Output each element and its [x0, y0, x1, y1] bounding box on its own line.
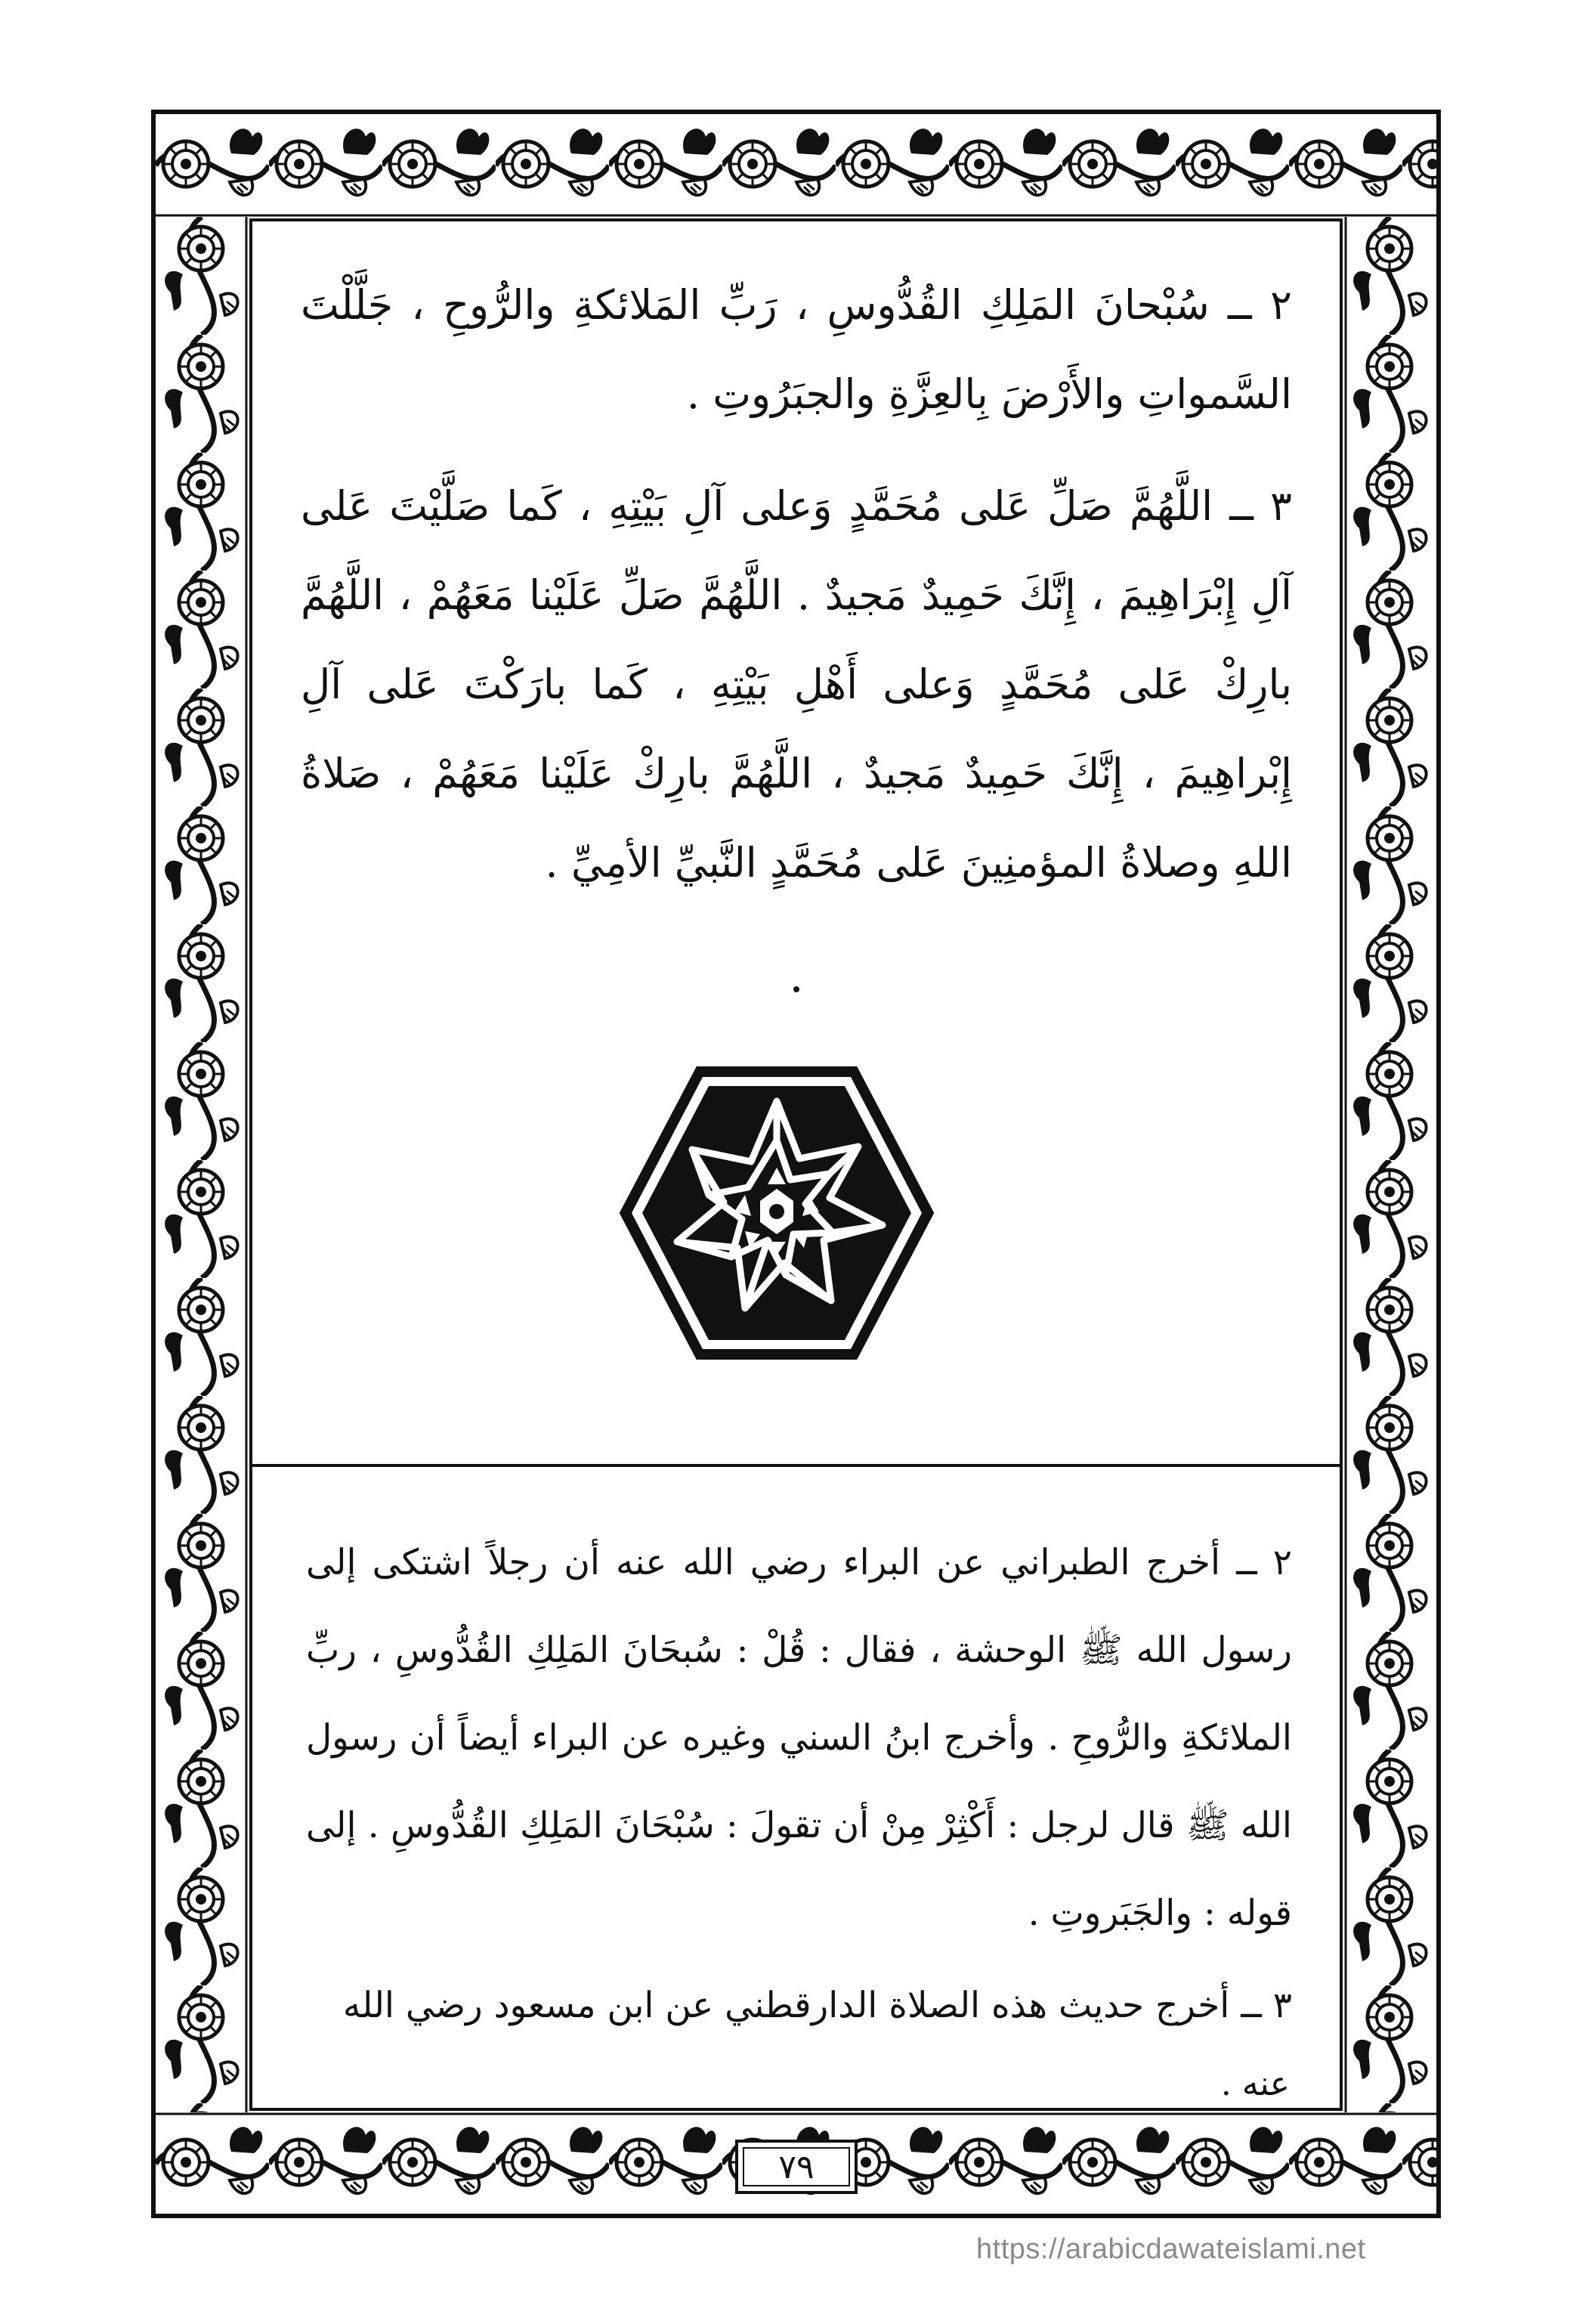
prayer-paragraph-2: ٢ ــ سُبْحانَ المَلِكِ القُدُّوسِ ، رَبِّ المَلائكةِ والرُّوحِ ، جَلَّلْتَ السَّمواتِ والأَرْضَ بِالعِزَّةِ والجبَرُوتِ . [301, 281, 1292, 418]
footnote-3-tail: عنه . [1220, 2065, 1290, 2103]
footnote-2: ٢ ــ أخرج الطبراني عن البراء رضي الله عنه أن رجلاً اشتكى إلى رسول الله ﷺ الوحشة ، فقال : قُلْ : سُبحَانَ المَلِكِ القُدُّوسِ ، ربِّ الملائكةِ والرُّوحِ . وأخرج ابنُ السني وغيره عن البراء أيضاً أن رسول الله ﷺ قال لرجل : أَكْثِرْ مِنْ أن تقولَ : سُبْحَانَ المَلِكِ القُدُّوسِ . إلى قوله : والجَبَروتِ . [306, 1542, 1292, 1934]
prayer-paragraph-3: ٣ ــ اللَّهُمَّ صَلِّ عَلى مُحَمَّدٍ وَعلى آلِ بَيْتِهِ ، كَما صَلَّيْتَ عَلى آلِ إِبْرَاهِيمَ ، إِنَّكَ حَمِيدٌ مَجيدٌ . اللَّهُمَّ صَلِّ عَلَيْنا مَعَهُمْ ، اللَّهُمَّ بارِكْ عَلى مُحَمَّدٍ وَعلى أَهْلِ بَيْتِهِ ، كَما بارَكْتَ عَلى آلِ إِبْراهِيمَ ، إِنَّكَ حَمِيدٌ مَجيدٌ ، اللَّهُمَّ بارِكْ عَلَيْنا مَعَهُمْ ، صَلاةُ اللهِ وصلاةُ المؤمنِينَ عَلى مُحَمَّدٍ النَّبيِّ الأمِيِّ . [301, 482, 1292, 887]
footnote-divider [252, 1464, 1340, 1467]
site-watermark: https://arabicdawateislami.net [976, 2233, 1366, 2265]
page-number [735, 2140, 858, 2194]
floral-border-top-icon [156, 114, 1436, 217]
footnote-3: ٣ ــ أخرج حديث هذه الصلاة الدارقطني عن ابن مسعود رضي الله [342, 1985, 1292, 2026]
main-prayer-text [301, 261, 1292, 930]
hexagonal-star-ornament-icon [618, 1062, 935, 1364]
decorative-dot [793, 986, 799, 992]
floral-border-left-icon [156, 217, 248, 2112]
page-number-text: ٧٩ [778, 2147, 815, 2186]
footnotes-section [306, 1519, 1292, 2054]
floral-border-right-icon [1344, 217, 1436, 2112]
